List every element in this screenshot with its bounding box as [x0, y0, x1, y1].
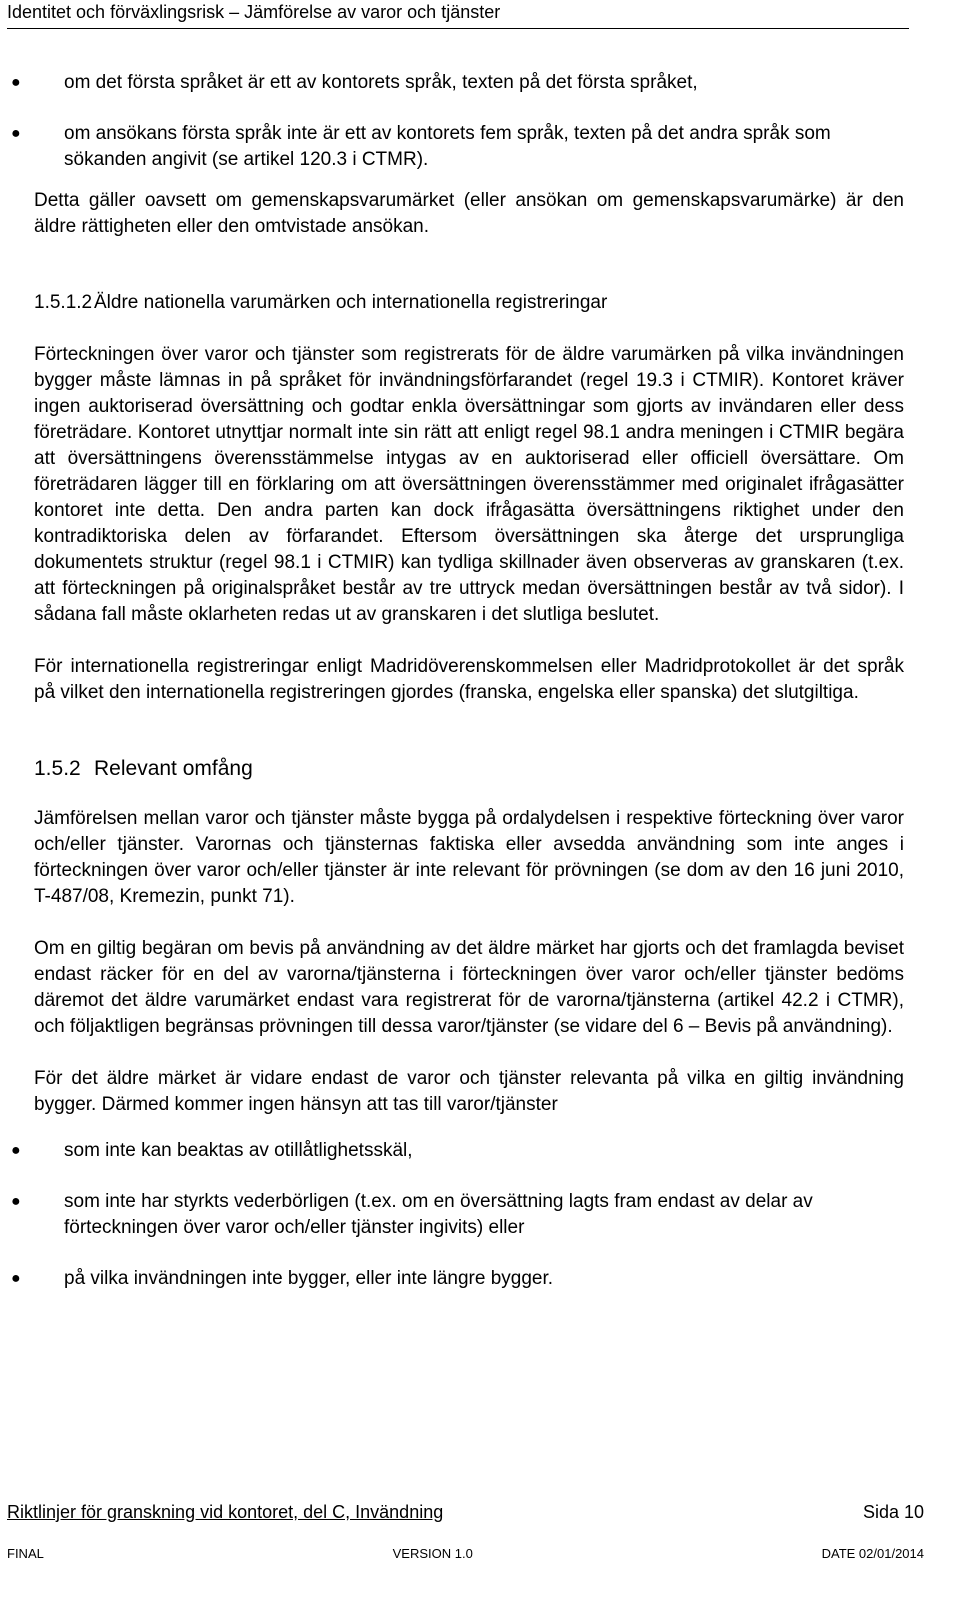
list-item	[11, 1189, 904, 1241]
list-item	[11, 121, 904, 173]
footer-document-title: Riktlinjer för granskning vid kontoret, del C, Invändning	[7, 1502, 444, 1522]
bullet-list-bottom	[11, 1138, 904, 1292]
bullet-dot-icon: ●	[11, 1142, 21, 1159]
section-heading-152	[34, 756, 904, 782]
footer-status: FINAL	[7, 1546, 44, 1561]
bullet-dot-icon: ●	[11, 125, 21, 142]
paragraph: Förteckningen över varor och tjänster som registrerats för de äldre varumärken på vilka invändningen bygger måste lämnas in på språket för invändningsförfarandet (regel 19.3 i CTMIR). Kontoret kräver ingen auktoriserad översättning och godtar enkla översättningar som gjorts av invändaren eller dess företrädare. Kontoret utnyttjar normalt inte sin rätt att enligt regel 98.1 andra meningen i CTMIR begära att översättningens överensstämmelse intygas av en auktoriserad eller officiell översättare. Om företrädaren lägger till en förklaring om att översättningen överensstämmer med originalet ifrågasätter kontoret inte detta. Den andra parten kan dock ifrågasätta översättningens riktighet under den kontradiktoriska delen av förfarandet. Eftersom översättningen ska återge det ursprungliga dokumentets struktur (regel 98.1 i CTMIR) kan tydliga skillnader även observeras av granskaren (t.ex. att förteckningen på originalspråket består av tre uttryck medan översättningen består av två sidor). I sådana fall måste oklarheten redas ut av granskaren i det slutliga beslutet.	[34, 344, 904, 625]
paragraph: Om en giltig begäran om bevis på användning av det äldre märket har gjorts och det framlagda beviset endast räcker för en del av varorna/tjänsterna i förteckningen över varor och/eller tjänster bedöms däremot det äldre varumärket endast vara registrerat för de varorna/tjänsterna (artikel 42.2 i CTMR), och följaktligen begränsas prövningen till dessa varor/tjänster (se vidare del 6 – Bevis på användning).	[34, 938, 904, 1037]
list-item-text: som inte har styrkts vederbörligen (t.ex. om en översättning lagts fram endast av delar av förteckningen över varor och/eller tjänster ingivits) eller	[64, 1191, 813, 1238]
footer-row	[7, 1500, 924, 1524]
footer-version: VERSION 1.0	[392, 1546, 473, 1561]
paragraph: För internationella registreringar enligt Madridöverenskommelsen eller Madridprotokollet är det språk på vilket den internationella registreringen gjordes (franska, engelska eller spanska) det slutgiltiga.	[34, 656, 904, 703]
bullet-dot-icon: ●	[11, 74, 21, 91]
section-title: Relevant omfång	[94, 757, 253, 780]
list-item	[11, 1266, 904, 1292]
page-footer	[7, 1500, 924, 1566]
footer-date: DATE 02/01/2014	[821, 1546, 924, 1561]
list-item-text: om det första språket är ett av kontorets språk, texten på det första språket,	[64, 72, 698, 93]
section-title: Äldre nationella varumärken och internationella registreringar	[94, 292, 608, 313]
list-item-text: på vilka invändningen inte bygger, eller inte längre bygger.	[64, 1268, 554, 1289]
bullet-dot-icon: ●	[11, 1193, 21, 1210]
header-title: Identitet och förväxlingsrisk – Jämförelse av varor och tjänster	[7, 2, 501, 22]
list-item-text: om ansökans första språk inte är ett av kontorets fem språk, texten på det andra språk som sökanden angivit (se artikel 120.3 i CTMR).	[64, 123, 831, 170]
bullet-list-top	[11, 70, 904, 173]
bullet-dot-icon: ●	[11, 1270, 21, 1287]
paragraph: Detta gäller oavsett om gemenskapsvarumärket (eller ansökan om gemenskapsvarumärke) är den äldre rättigheten eller den omtvistade ansökan.	[34, 190, 904, 237]
footer-page-number: Sida 10	[862, 1502, 924, 1522]
list-item	[11, 70, 904, 96]
paragraph: För det äldre märket är vidare endast de varor och tjänster relevanta på vilka en giltig invändning bygger. Därmed kommer ingen hänsyn att tas till varor/tjänster	[34, 1068, 904, 1115]
footer-meta	[7, 1542, 924, 1566]
list-item	[11, 1138, 904, 1164]
section-number: 1.5.1.2	[34, 292, 93, 313]
paragraph: Jämförelsen mellan varor och tjänster måste bygga på ordalydelsen i respektive förteckning över varor och/eller tjänster. Varornas och tjänsternas faktiska eller avsedda användning som inte anges i förteckningen över varor och/eller tjänster är inte relevant för prövningen (se dom av den 16 juni 2010, T-487/08, Kremezin, punkt 71).	[34, 808, 904, 907]
list-item-text: som inte kan beaktas av otillåtlighetsskäl,	[64, 1140, 413, 1161]
page-content	[11, 70, 904, 1292]
page-header	[7, 0, 909, 29]
section-heading-1512	[34, 290, 904, 316]
section-number: 1.5.2	[34, 757, 81, 780]
